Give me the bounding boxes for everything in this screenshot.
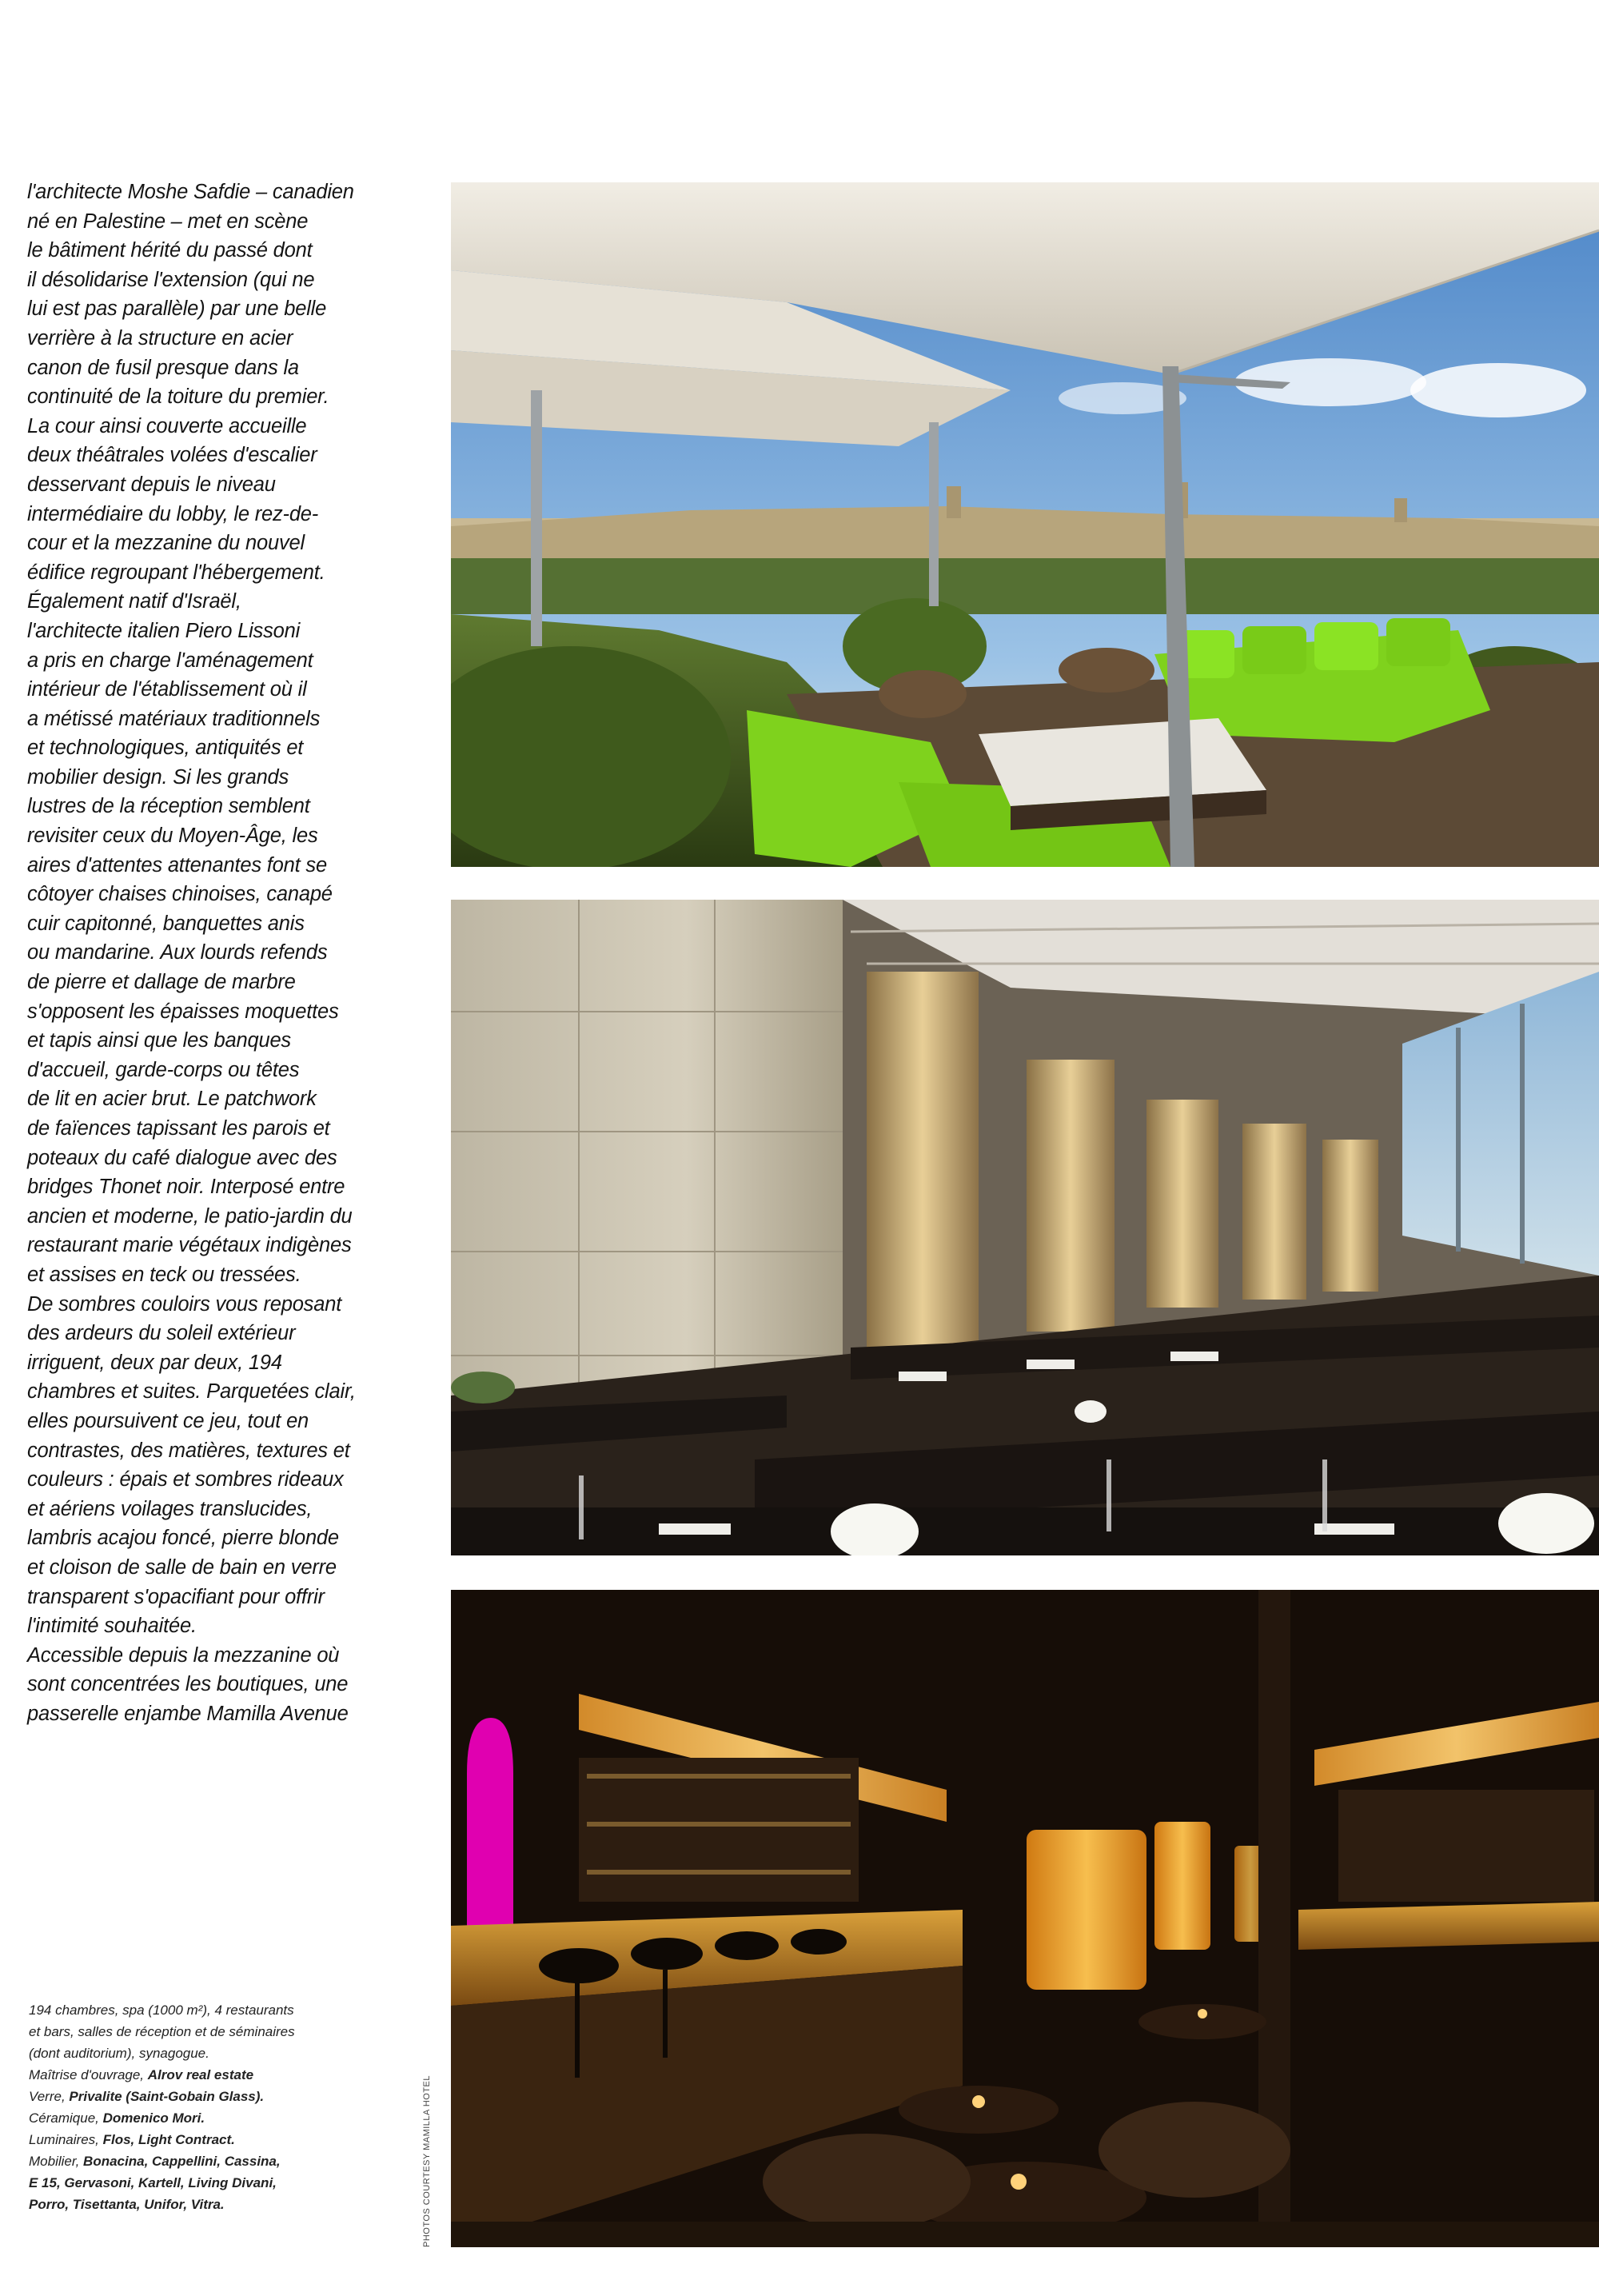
- article-line: édifice regroupant l'hébergement.: [27, 561, 325, 584]
- article-line: de faïences tapissant les parois et: [27, 1117, 330, 1140]
- article-line: côtoyer chaises chinoises, canapé: [27, 883, 333, 906]
- credit-value: Alrov real estate: [147, 2067, 254, 2082]
- article-line: transparent s'opacifiant pour offrir: [27, 1585, 325, 1608]
- credit-label: Céramique,: [29, 2110, 99, 2126]
- article-line: il désolidarise l'extension (qui ne: [27, 268, 315, 291]
- article-line: La cour ainsi couverte accueille: [27, 414, 307, 437]
- article-body: [27, 178, 427, 1728]
- article-line: intérieur de l'établissement où il: [27, 678, 307, 701]
- credits-line: [29, 2129, 365, 2150]
- article-line: desservant depuis le niveau: [27, 473, 276, 496]
- article-line: né en Palestine – met en scène: [27, 210, 309, 233]
- article-line: restaurant marie végétaux indigènes: [27, 1234, 352, 1257]
- credits-line: [29, 2172, 365, 2194]
- article-line: mobilier design. Si les grands: [27, 765, 289, 789]
- article-line: poteaux du café dialogue avec des: [27, 1146, 337, 1169]
- credit-label: Verre,: [29, 2089, 66, 2104]
- article-line: lambris acajou foncé, pierre blonde: [27, 1527, 339, 1550]
- article-line: d'accueil, garde-corps ou têtes: [27, 1058, 300, 1081]
- credit-value: Porro, Tisettanta, Unifor, Vitra.: [29, 2197, 225, 2212]
- article-line: continuité de la toiture du premier.: [27, 385, 329, 409]
- bar-photo: [451, 1590, 1599, 2247]
- article-line: contrastes, des matières, textures et: [27, 1439, 350, 1462]
- article-line: et tapis ainsi que les banques: [27, 1029, 291, 1052]
- article-line: revisiter ceux du Moyen-Âge, les: [27, 825, 318, 848]
- article-line: l'architecte italien Piero Lissoni: [27, 619, 301, 642]
- article-line: lustres de la réception semblent: [27, 795, 310, 818]
- article-line: de lit en acier brut. Le patchwork: [27, 1088, 317, 1111]
- credits-line: [29, 2107, 365, 2129]
- article-line: aires d'attentes attenantes font se: [27, 853, 327, 876]
- article-line: irriguent, deux par deux, 194: [27, 1351, 282, 1374]
- article-line: lui est pas parallèle) par une belle: [27, 297, 327, 321]
- credits-line: [29, 2194, 365, 2215]
- credits-line: 194 chambres, spa (1000 m²), 4 restaurants: [29, 2003, 294, 2018]
- article-line: ancien et moderne, le patio-jardin du: [27, 1204, 353, 1228]
- credits-line: [29, 2064, 365, 2086]
- article-line: a métissé matériaux traditionnels: [27, 707, 321, 730]
- article-line: canon de fusil presque dans la: [27, 356, 299, 379]
- credits-line: [29, 2150, 365, 2172]
- article-line: sont concentrées les boutiques, une: [27, 1673, 349, 1696]
- article-line: et technologiques, antiquités et: [27, 737, 304, 760]
- credit-value: Domenico Mori.: [102, 2110, 205, 2126]
- article-line: le bâtiment hérité du passé dont: [27, 239, 313, 262]
- article-line: l'architecte Moshe Safdie – canadien: [27, 181, 354, 203]
- credits-line: et bars, salles de réception et de séminaires: [29, 2024, 295, 2039]
- credit-label: Mobilier,: [29, 2154, 80, 2169]
- article-line: cour et la mezzanine du nouvel: [27, 532, 305, 555]
- article-line: couleurs : épais et sombres rideaux: [27, 1468, 344, 1491]
- article-line: l'intimité souhaitée.: [27, 1615, 197, 1638]
- article-line: chambres et suites. Parquetées clair,: [27, 1380, 356, 1404]
- credit-value: Flos, Light Contract.: [102, 2132, 235, 2147]
- credit-value: Privalite (Saint-Gobain Glass).: [69, 2089, 265, 2104]
- photo-credit: PHOTOS COURTESY MAMILLA HOTEL: [422, 2075, 432, 2247]
- credit-value: E 15, Gervasoni, Kartell, Living Divani,: [29, 2175, 277, 2190]
- credit-value: Bonacina, Cappellini, Cassina,: [83, 2154, 281, 2169]
- rooftop-terrace-photo: [451, 182, 1599, 867]
- credits-line: (dont auditorium), synagogue.: [29, 2046, 209, 2061]
- article-line: ou mandarine. Aux lourds refends: [27, 941, 328, 964]
- article-line: verrière à la structure en acier: [27, 326, 293, 349]
- article-line: a pris en charge l'aménagement: [27, 649, 313, 672]
- article-line: elles poursuivent ce jeu, tout en: [27, 1409, 309, 1432]
- article-line: intermédiaire du lobby, le rez-de-: [27, 502, 319, 525]
- credit-label: Luminaires,: [29, 2132, 99, 2147]
- article-line: De sombres couloirs vous reposant: [27, 1292, 342, 1316]
- article-line: deux théâtrales volées d'escalier: [27, 444, 317, 467]
- article-line: de pierre et dallage de marbre: [27, 971, 296, 994]
- article-line: bridges Thonet noir. Interposé entre: [27, 1176, 345, 1199]
- article-line: Accessible depuis la mezzanine où: [27, 1643, 340, 1667]
- credits-line: [29, 2086, 365, 2107]
- article-line: des ardeurs du soleil extérieur: [27, 1322, 296, 1345]
- article-line: et assises en teck ou tressées.: [27, 1263, 301, 1286]
- restaurant-photo: [451, 900, 1599, 1555]
- article-line: et aériens voilages translucides,: [27, 1497, 313, 1520]
- article-line: cuir capitonné, banquettes anis: [27, 912, 305, 935]
- project-credits: [29, 1999, 365, 2215]
- article-line: s'opposent les épaisses moquettes: [27, 1000, 339, 1023]
- article-line: Également natif d'Israël,: [27, 590, 241, 613]
- article-line: et cloison de salle de bain en verre: [27, 1555, 337, 1579]
- credit-label: Maîtrise d'ouvrage,: [29, 2067, 145, 2082]
- article-line: passerelle enjambe Mamilla Avenue: [27, 1702, 349, 1725]
